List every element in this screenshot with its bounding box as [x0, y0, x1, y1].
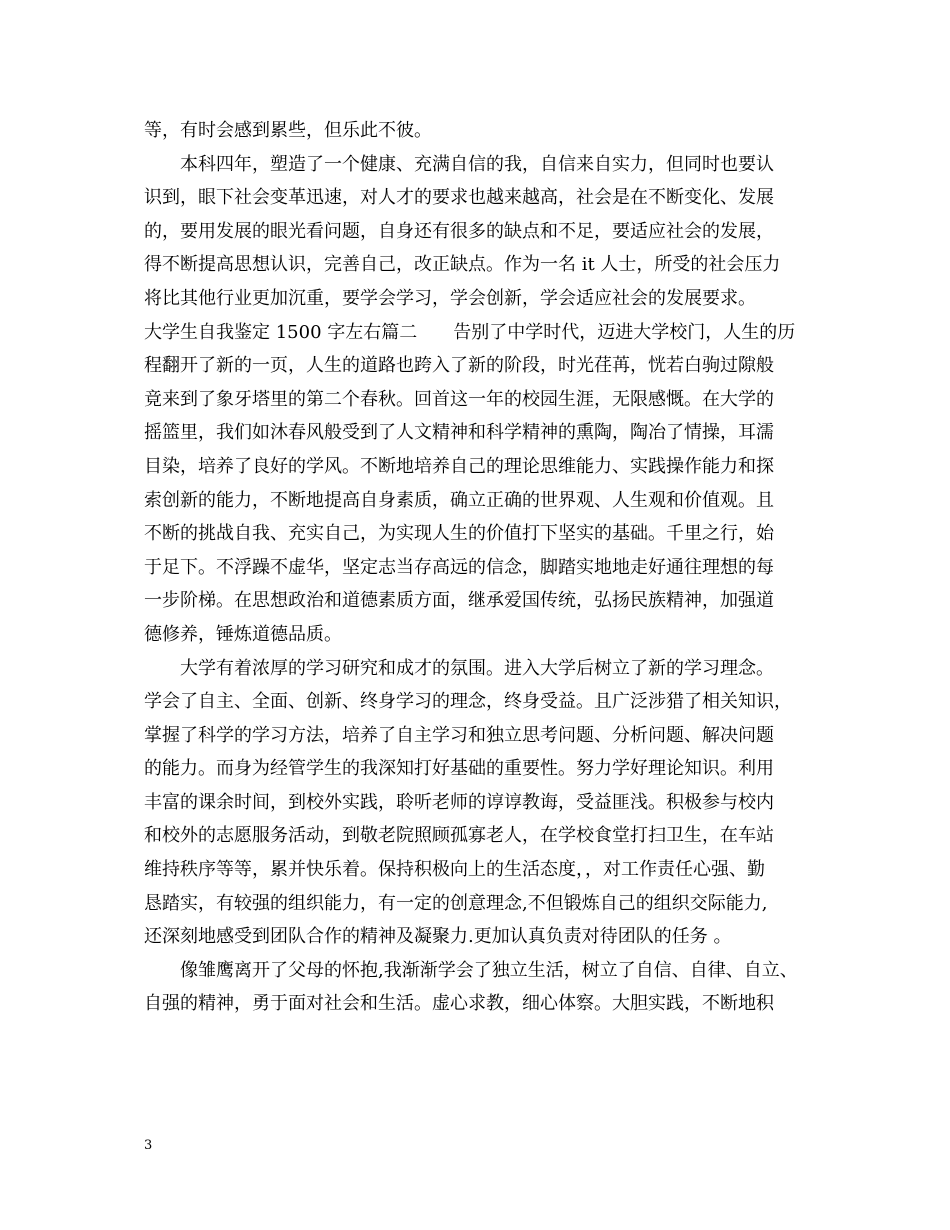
document-body: [144, 114, 830, 1021]
text-line: 掌握了科学的学习方法，培养了自主学习和独立思考问题、分析问题、解决问题: [144, 724, 774, 746]
text-line: 的能力。而身为经管学生的我深知打好基础的重要性。努力学好理论知识。利用: [144, 758, 774, 780]
text-line: 和校外的志愿服务活动，到敬老院照顾孤寡老人，在学校食堂打扫卫生，在车站: [144, 825, 774, 847]
text-line: 自强的精神，勇于面对社会和生活。虚心求教，细心体察。大胆实践，不断地积: [144, 993, 774, 1015]
text-line: 一步阶梯。在思想政治和道德素质方面，继承爱国传统，弘扬民族精神，加强道: [144, 590, 774, 612]
text-line: 得不断提高思想认识，完善自己，改正缺点。作为一名 it 人士，所受的社会压力: [144, 254, 781, 276]
text-line: 等，有时会感到累些，但乐此不彼。: [144, 120, 432, 141]
text-line: 程翻开了新的一页，人生的道路也跨入了新的阶段，时光荏苒，恍若白驹过隙般: [144, 355, 774, 377]
text-line: 摇篮里，我们如沐春风般受到了人文精神和科学精神的熏陶，陶冶了情操，耳濡: [144, 422, 774, 444]
text-line: 还深刻地感受到团队合作的精神及凝聚力.更加认真负责对待团队的任务 。: [144, 926, 732, 948]
text-line: 将比其他行业更加沉重，要学会学习，学会创新，学会适应社会的发展要求。: [144, 287, 756, 309]
text-line: 学会了自主、全面、创新、终身学习的理念，终身受益。且广泛涉猎了相关知识，: [144, 691, 792, 713]
section-heading-line: 大学生自我鉴定 1500 字左右篇二 告别了中学时代，迈进大学校门，人生的历: [144, 321, 796, 343]
text-line: 不断的挑战自我、充实自己，为实现人生的价值打下坚实的基础。千里之行，始: [144, 523, 774, 545]
paragraph-start-line: 像雏鹰离开了父母的怀抱,我渐渐学会了独立生活，树立了自信、自律、自立、: [180, 959, 798, 981]
text-line: 索创新的能力，不断地提高自身素质，确立正确的世界观、人生观和价值观。且: [144, 489, 774, 511]
page-number: 3: [144, 1138, 153, 1153]
text-line: 德修养，锤炼道德品质。: [144, 623, 342, 645]
text-line: 目染，培养了良好的学风。不断地培养自己的理论思维能力、实践操作能力和探: [144, 455, 774, 477]
paragraph-start-line: 本科四年，塑造了一个健康、充满自信的我，自信来自实力，但同时也要认: [180, 153, 774, 175]
text-line: 于足下。不浮躁不虚华，坚定志当存高远的信念，脚踏实地地走好通往理想的每: [144, 556, 774, 578]
text-line: 维持秩序等等，累并快乐着。保持积极向上的生活态度，，对工作责任心强、勤: [144, 859, 765, 881]
paragraph-start-line: 大学有着浓厚的学习研究和成才的氛围。进入大学后树立了新的学习理念。: [180, 657, 774, 679]
text-line: 丰富的课余时间，到校外实践，聆听老师的谆谆教诲，受益匪浅。积极参与校内: [144, 791, 774, 813]
text-line: 识到，眼下社会变革迅速，对人才的要求也越来越高，社会是在不断变化、发展: [144, 187, 774, 209]
text-line: 的，要用发展的眼光看问题，自身还有很多的缺点和不足，要适应社会的发展，: [144, 220, 774, 242]
text-line: 竟来到了象牙塔里的第二个春秋。回首这一年的校园生涯，无限感慨。在大学的: [144, 388, 774, 410]
text-line: 恳踏实，有较强的组织能力，有一定的创意理念,不但锻炼自己的组织交际能力,: [144, 892, 768, 914]
